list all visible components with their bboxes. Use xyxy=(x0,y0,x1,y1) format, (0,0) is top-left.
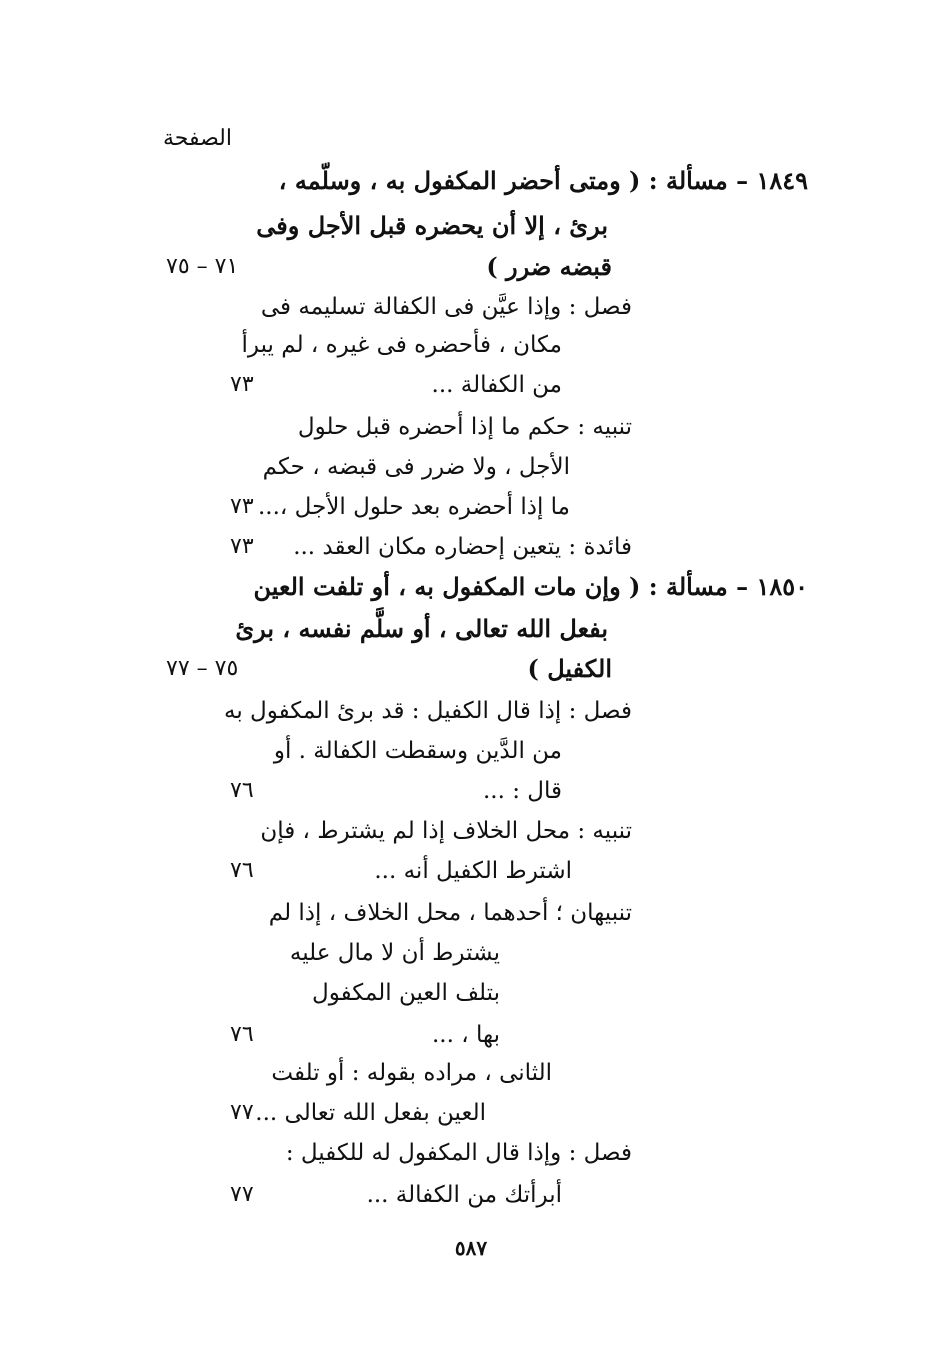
entry-6-line-1: فصل : إذا قال الكفيل : قد برئ المكفول به xyxy=(223,698,632,724)
entry-5-line-3: الكفيل ) xyxy=(527,654,612,683)
entry-8-line-4: بها ، ... xyxy=(432,1022,500,1048)
entry-10-line-1: فصل : وإذا قال المكفول له للكفيل : xyxy=(285,1140,632,1166)
entry-7-pages: ٧٦ xyxy=(230,858,254,883)
entry-4-line-1: فائدة : يتعين إحضاره مكان العقد ... xyxy=(293,534,632,560)
entry-6-line-3: قال : ... xyxy=(482,778,562,804)
entry-4-pages: ٧٣ xyxy=(230,534,254,559)
entry-10-line-2: أبرأتك من الكفالة ... xyxy=(366,1182,562,1208)
entry-5-pages: ٧٥ – ٧٧ xyxy=(166,656,239,681)
entry-2-line-3: من الكفالة ... xyxy=(431,372,562,398)
entry-5-line-1: ١٨٥٠ – مسألة : ( وإن مات المكفول به ، أو تلفت العين xyxy=(253,572,808,601)
entry-1-line-1: ١٨٤٩ – مسألة : ( ومتى أحضر المكفول به ، وسلّمه ، xyxy=(278,166,808,195)
entry-8-line-1: تنبيهان ؛ أحدهما ، محل الخلاف ، إذا لم xyxy=(268,900,632,926)
entry-2-line-2: مكان ، فأحضره فى غيره ، لم يبرأ xyxy=(241,332,562,358)
entry-3-line-1: تنبيه : حكم ما إذا أحضره قبل حلول xyxy=(297,414,632,440)
page-number: ٥٨٧ xyxy=(454,1236,488,1260)
entry-2-line-1: فصل : وإذا عيَّن فى الكفالة تسليمه فى xyxy=(260,294,632,320)
entry-7-line-1: تنبيه : محل الخلاف إذا لم يشترط ، فإن xyxy=(260,818,632,844)
entry-1-line-2: برئ ، إلا أن يحضره قبل الأجل وفى xyxy=(256,211,608,240)
entry-1-pages: ٧١ – ٧٥ xyxy=(166,254,239,279)
entry-3-line-2: الأجل ، ولا ضرر فى قبضه ، حكم xyxy=(262,454,570,480)
entry-5-line-2: بفعل الله تعالى ، أو سلَّم نفسه ، برئ xyxy=(235,614,608,643)
entry-6-line-2: من الدَّين وسقطت الكفالة . أو xyxy=(273,738,562,764)
entry-8-pages: ٧٦ xyxy=(230,1022,254,1047)
entry-3-line-3: ما إذا أحضره بعد حلول الأجل ،... xyxy=(257,494,570,520)
entry-9-pages: ٧٧ xyxy=(230,1100,254,1125)
entry-3-pages: ٧٣ xyxy=(230,494,254,519)
entry-6-pages: ٧٦ xyxy=(230,778,254,803)
entry-8-line-2: يشترط أن لا مال عليه xyxy=(289,940,500,966)
entry-8-line-3: بتلف العين المكفول xyxy=(312,980,500,1006)
entry-7-line-2: اشترط الكفيل أنه ... xyxy=(374,858,572,884)
entry-2-pages: ٧٣ xyxy=(230,372,254,397)
entry-9-line-2: العين بفعل الله تعالى ... xyxy=(255,1100,486,1126)
entry-9-line-1: الثانى ، مراده بقوله : أو تلفت xyxy=(271,1060,552,1086)
entry-1-line-3: قبضه ضرر ) xyxy=(486,252,612,281)
page-column-header: الصفحة xyxy=(162,126,232,151)
entry-10-pages: ٧٧ xyxy=(230,1182,254,1207)
